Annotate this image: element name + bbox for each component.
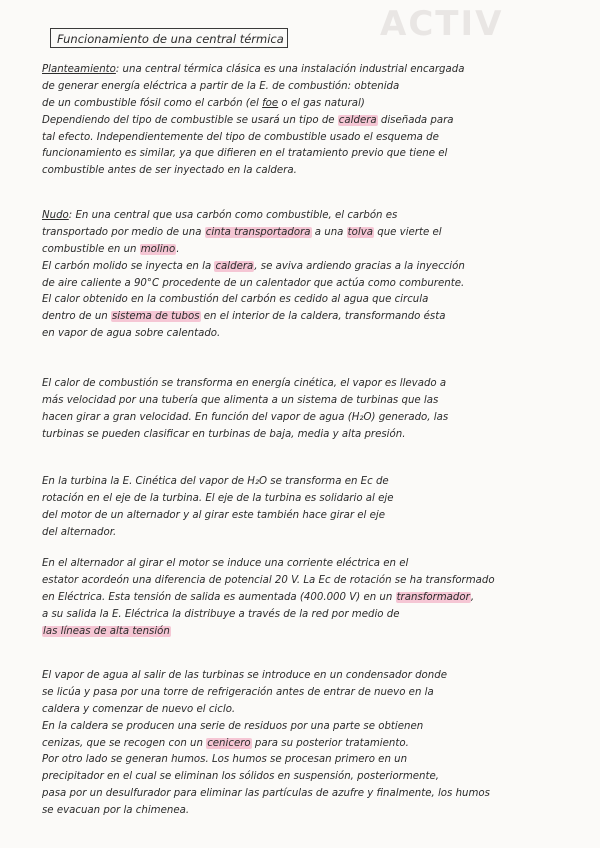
text-line [42,508,557,525]
text-line [42,702,557,719]
text-line [42,719,557,736]
text-segment: para su posterior tratamiento. [251,737,409,749]
paragraph-turbina [42,474,557,542]
text-segment: Dependiendo del tipo de combustible se usará un tipo de [42,114,338,126]
text-line [42,326,557,343]
text-segment: pasa por un desulfurador para eliminar las partículas de azufre y finalmente, los humos [42,788,490,800]
text-line [42,685,557,702]
text-segment: precipitador en el cual se eliminan los sólidos en suspensión, posteriormente, [42,771,440,783]
text-line [42,427,557,444]
text-line [42,573,557,590]
text-line [42,208,557,225]
text-line [42,474,557,491]
text-line [42,590,557,607]
text-line [42,525,557,542]
text-segment: tal efecto. Independientemente del tipo de combustible usado el esquema de [42,131,439,143]
text-line [42,393,557,410]
text-line [42,624,557,641]
text-segment: cenizas, que se recogen con un [42,737,207,749]
highlighted-term: cenicero [207,737,251,749]
text-segment: hacen girar a gran velocidad. En función del vapor de agua (H₂O) generado, las [42,411,449,423]
text-line [42,113,557,130]
text-line [42,242,557,259]
text-segment: : En una central que usa carbón como combustible, el carbón es [68,210,398,221]
paragraph-planteamiento [42,62,557,180]
text-line [42,62,557,79]
text-segment: El calor de combustión se transforma en energía cinética, el vapor es llevado a [42,378,447,389]
text-segment: El carbón molido se inyecta en la [42,260,215,272]
text-segment: a su salida la E. Eléctrica la distribuye a través de la red por medio de [42,608,400,620]
text-line [42,607,557,624]
text-line [42,96,557,113]
text-line [42,376,557,393]
text-segment: en vapor de agua sobre calentado. [42,328,221,340]
text-line [42,130,557,147]
text-line [42,668,557,685]
paragraph-alternador [42,556,557,640]
text-segment: de generar energía eléctrica a partir de la E. de combustión: obtenida [42,80,400,92]
text-segment: del motor de un alternador y al girar este también hace girar el eje [42,509,385,521]
highlighted-term: molino [140,243,176,255]
text-segment: se evacuan por la chimenea. [42,805,190,817]
text-line [42,309,557,326]
text-segment: , [470,591,475,603]
text-line [42,556,557,573]
text-segment: El vapor de agua al salir de las turbinas se introduce en un condensador donde [42,670,447,681]
text-line [42,225,557,242]
text-segment: : una central térmica clásica es una instalación industrial encargada [115,64,465,75]
text-line [42,736,557,753]
text-line [42,259,557,276]
text-segment: diseñada para [377,114,454,126]
highlighted-term: caldera [215,260,254,272]
text-line [42,79,557,96]
text-segment: caldera y comenzar de nuevo el ciclo. [42,703,236,715]
text-line [42,752,557,769]
text-segment: En el alternador al girar el motor se induce una corriente eléctrica en el [42,558,409,569]
text-line [42,276,557,293]
text-line [42,803,557,820]
paragraph-calor [42,376,557,444]
highlighted-term: transformador [396,591,470,603]
text-segment: estator acordeón una diferencia de potencial 20 V. La Ec de rotación se ha transformado [42,574,495,586]
text-segment: En la caldera se producen una serie de residuos por una parte se obtienen [42,720,424,732]
text-segment: de aire caliente a 90°C procedente de un calentador que actúa como comburente. [42,277,465,289]
text-segment: , se aviva ardiendo gracias a la inyección [254,260,465,272]
text-segment: se licúa y pasa por una torre de refrigeración antes de entrar de nuevo en la [42,686,434,698]
text-segment: combustible en un [42,243,140,255]
text-line [42,769,557,786]
text-segment: que vierte el [374,226,442,238]
text-segment: En la turbina la E. Cinética del vapor de H₂O se transforma en Ec de [42,476,389,487]
text-segment: dentro de un [42,311,111,323]
text-segment: del alternador. [42,526,117,538]
highlighted-term: sistema de tubos [111,311,200,323]
page-title: Funcionamiento de una central térmica [50,28,288,48]
text-segment: Por otro lado se generan humos. Los humos se procesan primero en un [42,754,408,766]
text-segment: turbinas se pueden clasificar en turbinas de baja, media y alta presión. [42,428,406,440]
text-segment: en el interior de la caldera, transformando ésta [200,311,446,323]
text-line [42,491,557,508]
highlighted-term: caldera [338,114,377,126]
paragraph-nudo [42,208,557,343]
text-segment: rotación en el eje de la turbina. El eje de la turbina es solidario al eje [42,492,394,504]
text-segment: combustible antes de ser inyectado en la caldera. [42,165,297,177]
text-segment: Planteamiento [42,64,116,75]
text-segment: de un combustible fósil como el carbón (el [42,97,263,109]
text-line [42,410,557,427]
text-segment: a una [311,226,347,238]
text-line [42,163,557,180]
highlighted-term: tolva [347,226,373,238]
text-segment: o el gas natural) [278,97,365,109]
highlighted-term: cinta transportadora [205,226,311,238]
text-segment: en Eléctrica. Esta tensión de salida es aumentada (400.000 V) en un [42,591,396,603]
ghost-heading: ACTIV [380,4,504,44]
text-segment: más velocidad por una tubería que alimenta a un sistema de turbinas que las [42,394,439,406]
text-line [42,292,557,309]
paragraph-vapor [42,668,557,820]
text-segment: foe [262,97,279,109]
text-segment: transportado por medio de una [42,226,205,238]
text-segment: Nudo [42,210,69,221]
text-segment: El calor obtenido en la combustión del carbón es cedido al agua que circula [42,294,429,306]
text-line [42,786,557,803]
text-line [42,146,557,163]
text-segment: . [176,243,180,255]
highlighted-term: las líneas de alta tensión [43,625,170,637]
text-segment: funcionamiento es similar, ya que difieren en el tratamiento previo que tiene el [42,148,448,160]
